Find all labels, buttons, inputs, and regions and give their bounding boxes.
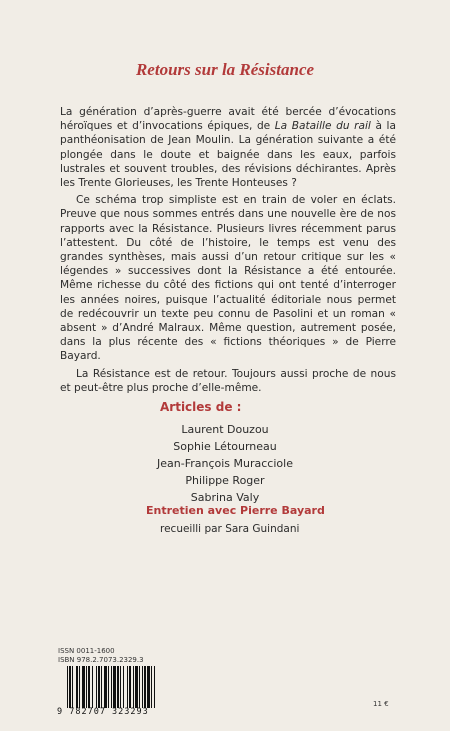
- page-title: Retours sur la Résistance: [135, 60, 315, 79]
- isbn-text: ISBN 978.2.7073.2329.3: [58, 656, 144, 664]
- barcode-bar: [69, 666, 71, 708]
- barcode-icon: [67, 666, 185, 708]
- barcode-bar: [104, 666, 107, 708]
- barcode-bar: [111, 666, 112, 708]
- barcode-bar: [135, 666, 138, 708]
- barcode-bar: [101, 666, 102, 708]
- barcode-bar: [82, 666, 85, 708]
- ean-number: 9 782707 323293: [57, 707, 149, 717]
- barcode-bar: [113, 666, 116, 708]
- barcode-bar: [129, 666, 131, 708]
- barcode-bar: [123, 666, 124, 708]
- barcode-bar: [96, 666, 97, 708]
- barcode-bar: [144, 666, 146, 708]
- barcode-bar: [142, 666, 143, 708]
- barcode-bar: [108, 666, 109, 708]
- barcode-bar: [86, 666, 87, 708]
- interview-heading: Entretien avec Pierre Bayard: [146, 504, 325, 517]
- paragraph-1: La génération d’après-guerre avait été bercée d’évocations héroïques et d’invocations épiques, de La Bataille du rail à la panthéonisation de Jean Moulin. La génération suivante a été plongée dans le doute et baignée dans les eaux, parfois lustrales et souvent troubles, des révisions déchirantes. Après les Trente Glorieuses, les Trente Honteuses ?: [60, 106, 396, 190]
- barcode-bar: [133, 666, 134, 708]
- barcode-bar: [79, 666, 80, 708]
- authors-list: [0, 421, 450, 506]
- interview-credit: recueilli par Sara Guindani: [160, 523, 300, 535]
- barcode-bar: [120, 666, 121, 708]
- summary-text: [60, 105, 396, 398]
- barcode-bar: [154, 666, 155, 708]
- barcode-bar: [72, 666, 73, 708]
- issn-text: ISSN 0011-1600: [58, 647, 115, 655]
- barcode-bar: [92, 666, 93, 708]
- barcode-bar: [151, 666, 152, 708]
- author-name: Laurent Douzou: [181, 423, 269, 436]
- barcode-block: [57, 666, 189, 718]
- barcode-bar: [127, 666, 128, 708]
- author-name: Sabrina Valy: [190, 491, 260, 504]
- barcode-bar: [67, 666, 68, 708]
- book-title: La Bataille du rail: [274, 120, 371, 133]
- barcode-bar: [139, 666, 140, 708]
- author-name: Sophie Létourneau: [173, 440, 277, 453]
- author-name: Jean-François Muracciole: [157, 457, 293, 470]
- barcode-bar: [98, 666, 100, 708]
- identifiers: [58, 647, 144, 665]
- paragraph-2: Ce schéma trop simpliste est en train de voler en éclats. Preuve que nous sommes entrés dans une nouvelle ère de nos rapports avec la Résistance. Plusieurs livres récemment parus l’attestent. Du côté de l’histoire, le temps est venu des grandes synthèses, mais aussi d’un retour critique sur les « légendes » successives dont la Résistance a été entourée. Même richesse du côté des fictions qui ont tenté d’interroger les années noires, puisque l’actualité éditoriale nous permet de redécouvrir un texte peu connu de Pasolini et un roman « absent » d’André Malraux. Même question, autrement posée, dans la plus récente des « fictions théoriques » de Pierre Bayard.: [60, 194, 396, 363]
- articles-heading: Articles de :: [160, 400, 242, 414]
- author-name: Philippe Roger: [185, 474, 265, 487]
- barcode-bar: [147, 666, 150, 708]
- price: 11 €: [373, 700, 389, 708]
- barcode-bar: [117, 666, 119, 708]
- paragraph-3: La Résistance est de retour. Toujours aussi proche de nous et peut-être plus proche d’elle-même.: [60, 367, 396, 394]
- barcode-bar: [76, 666, 78, 708]
- barcode-bar: [88, 666, 90, 708]
